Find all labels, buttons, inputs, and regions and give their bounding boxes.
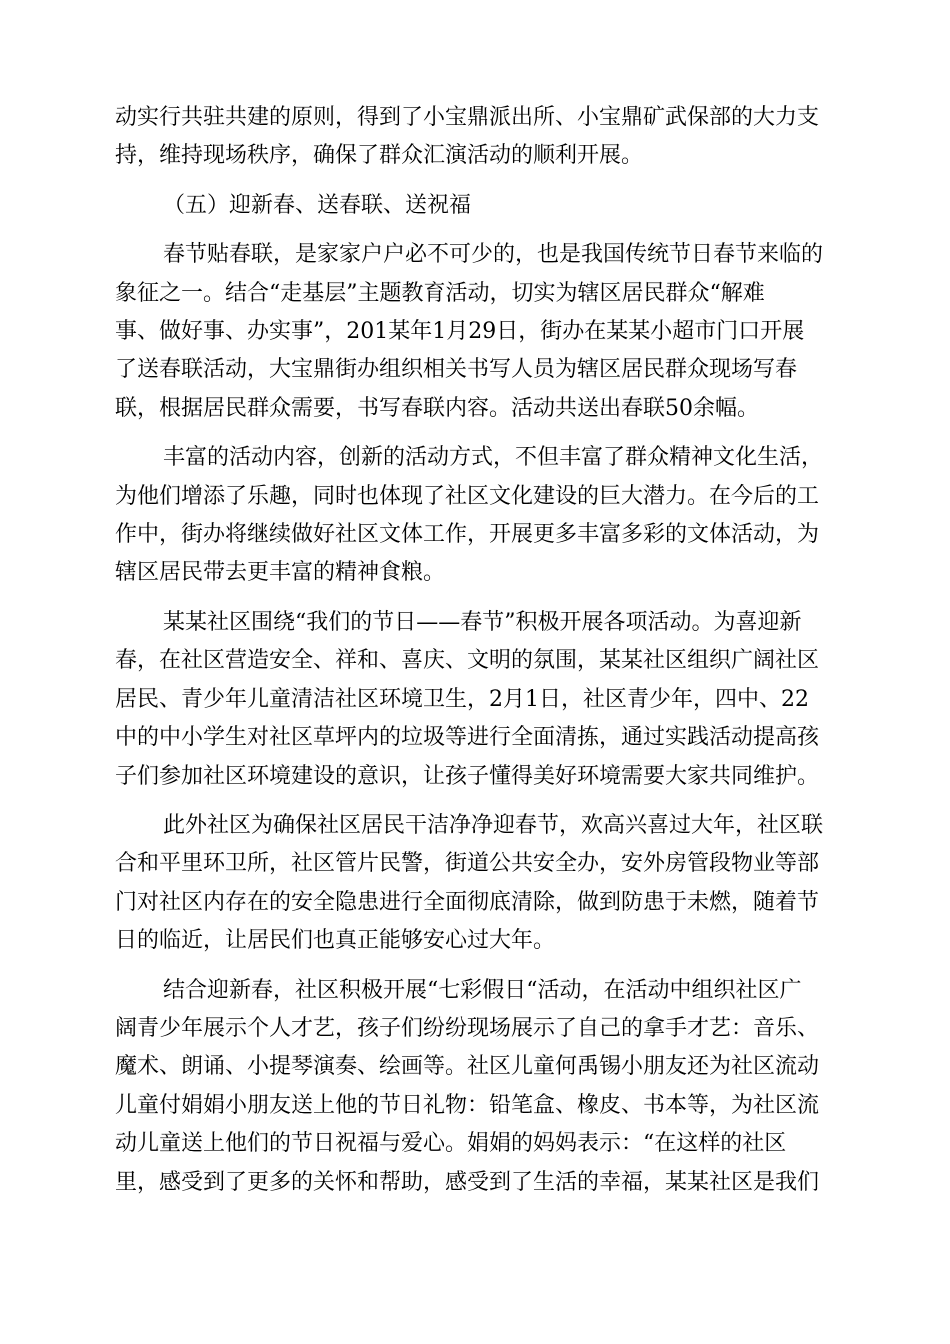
- text-line: 春，在社区营造安全、祥和、喜庆、文明的氛围，某某社区组织广阔社区: [115, 648, 820, 674]
- text-line: 中的中小学生对社区草坪内的垃圾等进行全面清拣，通过实践活动提高孩: [115, 725, 820, 751]
- paragraph-3: [115, 236, 835, 428]
- text-line: 持，维持现场秩序，确保了群众汇演活动的顺利开展。: [115, 143, 644, 169]
- paragraph-5: [115, 604, 835, 796]
- text-line: 事、做好事、办实事”，201某年1月29日，街办在某某小超市门口开展: [115, 319, 805, 345]
- text-line: （五）迎新春、送春联、送祝福: [163, 192, 472, 218]
- text-line: 辖区居民带去更丰富的精神食粮。: [115, 560, 446, 586]
- text-line: 某某社区围绕“我们的节日——春节”积极开展各项活动。为喜迎新: [163, 609, 802, 635]
- text-line: 日的临近，让居民们也真正能够安心过大年。: [115, 928, 556, 954]
- text-line: 联，根据居民群众需要，书写春联内容。活动共送出春联50余幅。: [115, 395, 759, 421]
- text-line: 为他们增添了乐趣，同时也体现了社区文化建设的巨大潜力。在今后的工: [115, 483, 820, 509]
- text-line: 春节贴春联，是家家户户必不可少的，也是我国传统节日春节来临的: [163, 242, 824, 268]
- text-line: 动实行共驻共建的原则，得到了小宝鼎派出所、小宝鼎矿武保部的大力支: [115, 105, 820, 130]
- text-line: 儿童付娟娟小朋友送上他的节日礼物：铅笔盒、橡皮、书本等，为社区流: [115, 1092, 820, 1118]
- paragraph-6: [115, 807, 835, 961]
- paragraph-7: [115, 972, 835, 1202]
- text-line: 丰富的活动内容，创新的活动方式，不但丰富了群众精神文化生活，: [163, 445, 824, 471]
- text-line: 合和平里环卫所，社区管片民警，街道公共安全办，安外房管段物业等部: [115, 851, 820, 877]
- paragraph-4: [115, 439, 835, 593]
- text-line: 作中，街办将继续做好社区文体工作，开展更多丰富多彩的文体活动，为: [115, 522, 820, 548]
- text-line: 里，感受到了更多的关怀和帮助，感受到了生活的幸福，某某社区是我们: [115, 1169, 820, 1195]
- text-line: 魔术、朗诵、小提琴演奏、绘画等。社区儿童何禹锡小朋友还为社区流动: [115, 1054, 820, 1080]
- text-line: 子们参加社区环境建设的意识，让孩子懂得美好环境需要大家共同维护。: [115, 763, 820, 789]
- text-line: 动儿童送上他们的节日祝福与爱心。娟娟的妈妈表示：“在这样的社区: [115, 1131, 787, 1157]
- text-line: 此外社区为确保社区居民干洁净净迎春节，欢高兴喜过大年，社区联: [163, 812, 824, 838]
- text-line: 阔青少年展示个人才艺，孩子们纷纷现场展示了自己的拿手才艺：音乐、: [115, 1015, 820, 1041]
- text-line: 门对社区内存在的安全隐患进行全面彻底清除，做到防患于未燃，随着节: [115, 889, 820, 915]
- text-line: 象征之一。结合“走基层”主题教育活动，切实为辖区居民群众“解难: [115, 280, 765, 306]
- text-line: 居民、青少年儿童清洁社区环境卫生，2月1日，社区青少年，四中、22: [115, 686, 809, 712]
- section-heading: [115, 187, 835, 225]
- paragraph-1: [115, 99, 835, 176]
- text-line: 结合迎新春，社区积极开展“七彩假日“活动，在活动中组织社区广: [163, 977, 802, 1003]
- document-body: [115, 99, 835, 1202]
- text-line: 了送春联活动，大宝鼎街办组织相关书写人员为辖区居民群众现场写春: [115, 357, 798, 383]
